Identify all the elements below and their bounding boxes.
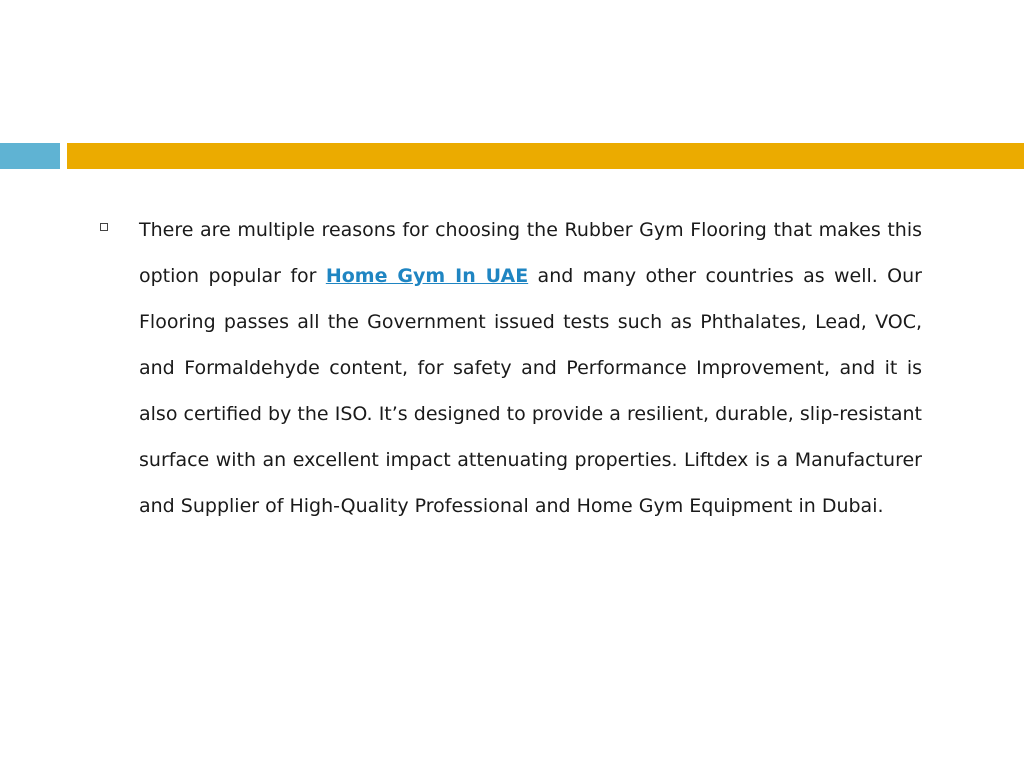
accent-bar-left <box>0 143 60 169</box>
accent-bar-right <box>67 143 1024 169</box>
paragraph-text-before-link: There are multiple reasons for choosing the Rubber Gym Flooring that makes this option popular for <box>139 219 922 287</box>
home-gym-uae-link[interactable]: Home Gym In UAE <box>325 265 529 287</box>
slide-content <box>100 207 922 529</box>
square-bullet-icon <box>100 223 108 231</box>
paragraph-text-after-link: and many other countries as well. Our Flooring passes all the Government issued tests such as Phthalates, Lead, VOC, and Formaldehyde content, for safety and Performance Improvement, and it is also certified by the ISO. It’s designed to provide a resilient, durable, slip-resistant surface with an excellent impact attenuating properties. Liftdex is a Manufacturer and Supplier of High-Quality Professional and Home Gym Equipment in Dubai. <box>139 265 922 517</box>
bullet-paragraph <box>139 207 922 529</box>
